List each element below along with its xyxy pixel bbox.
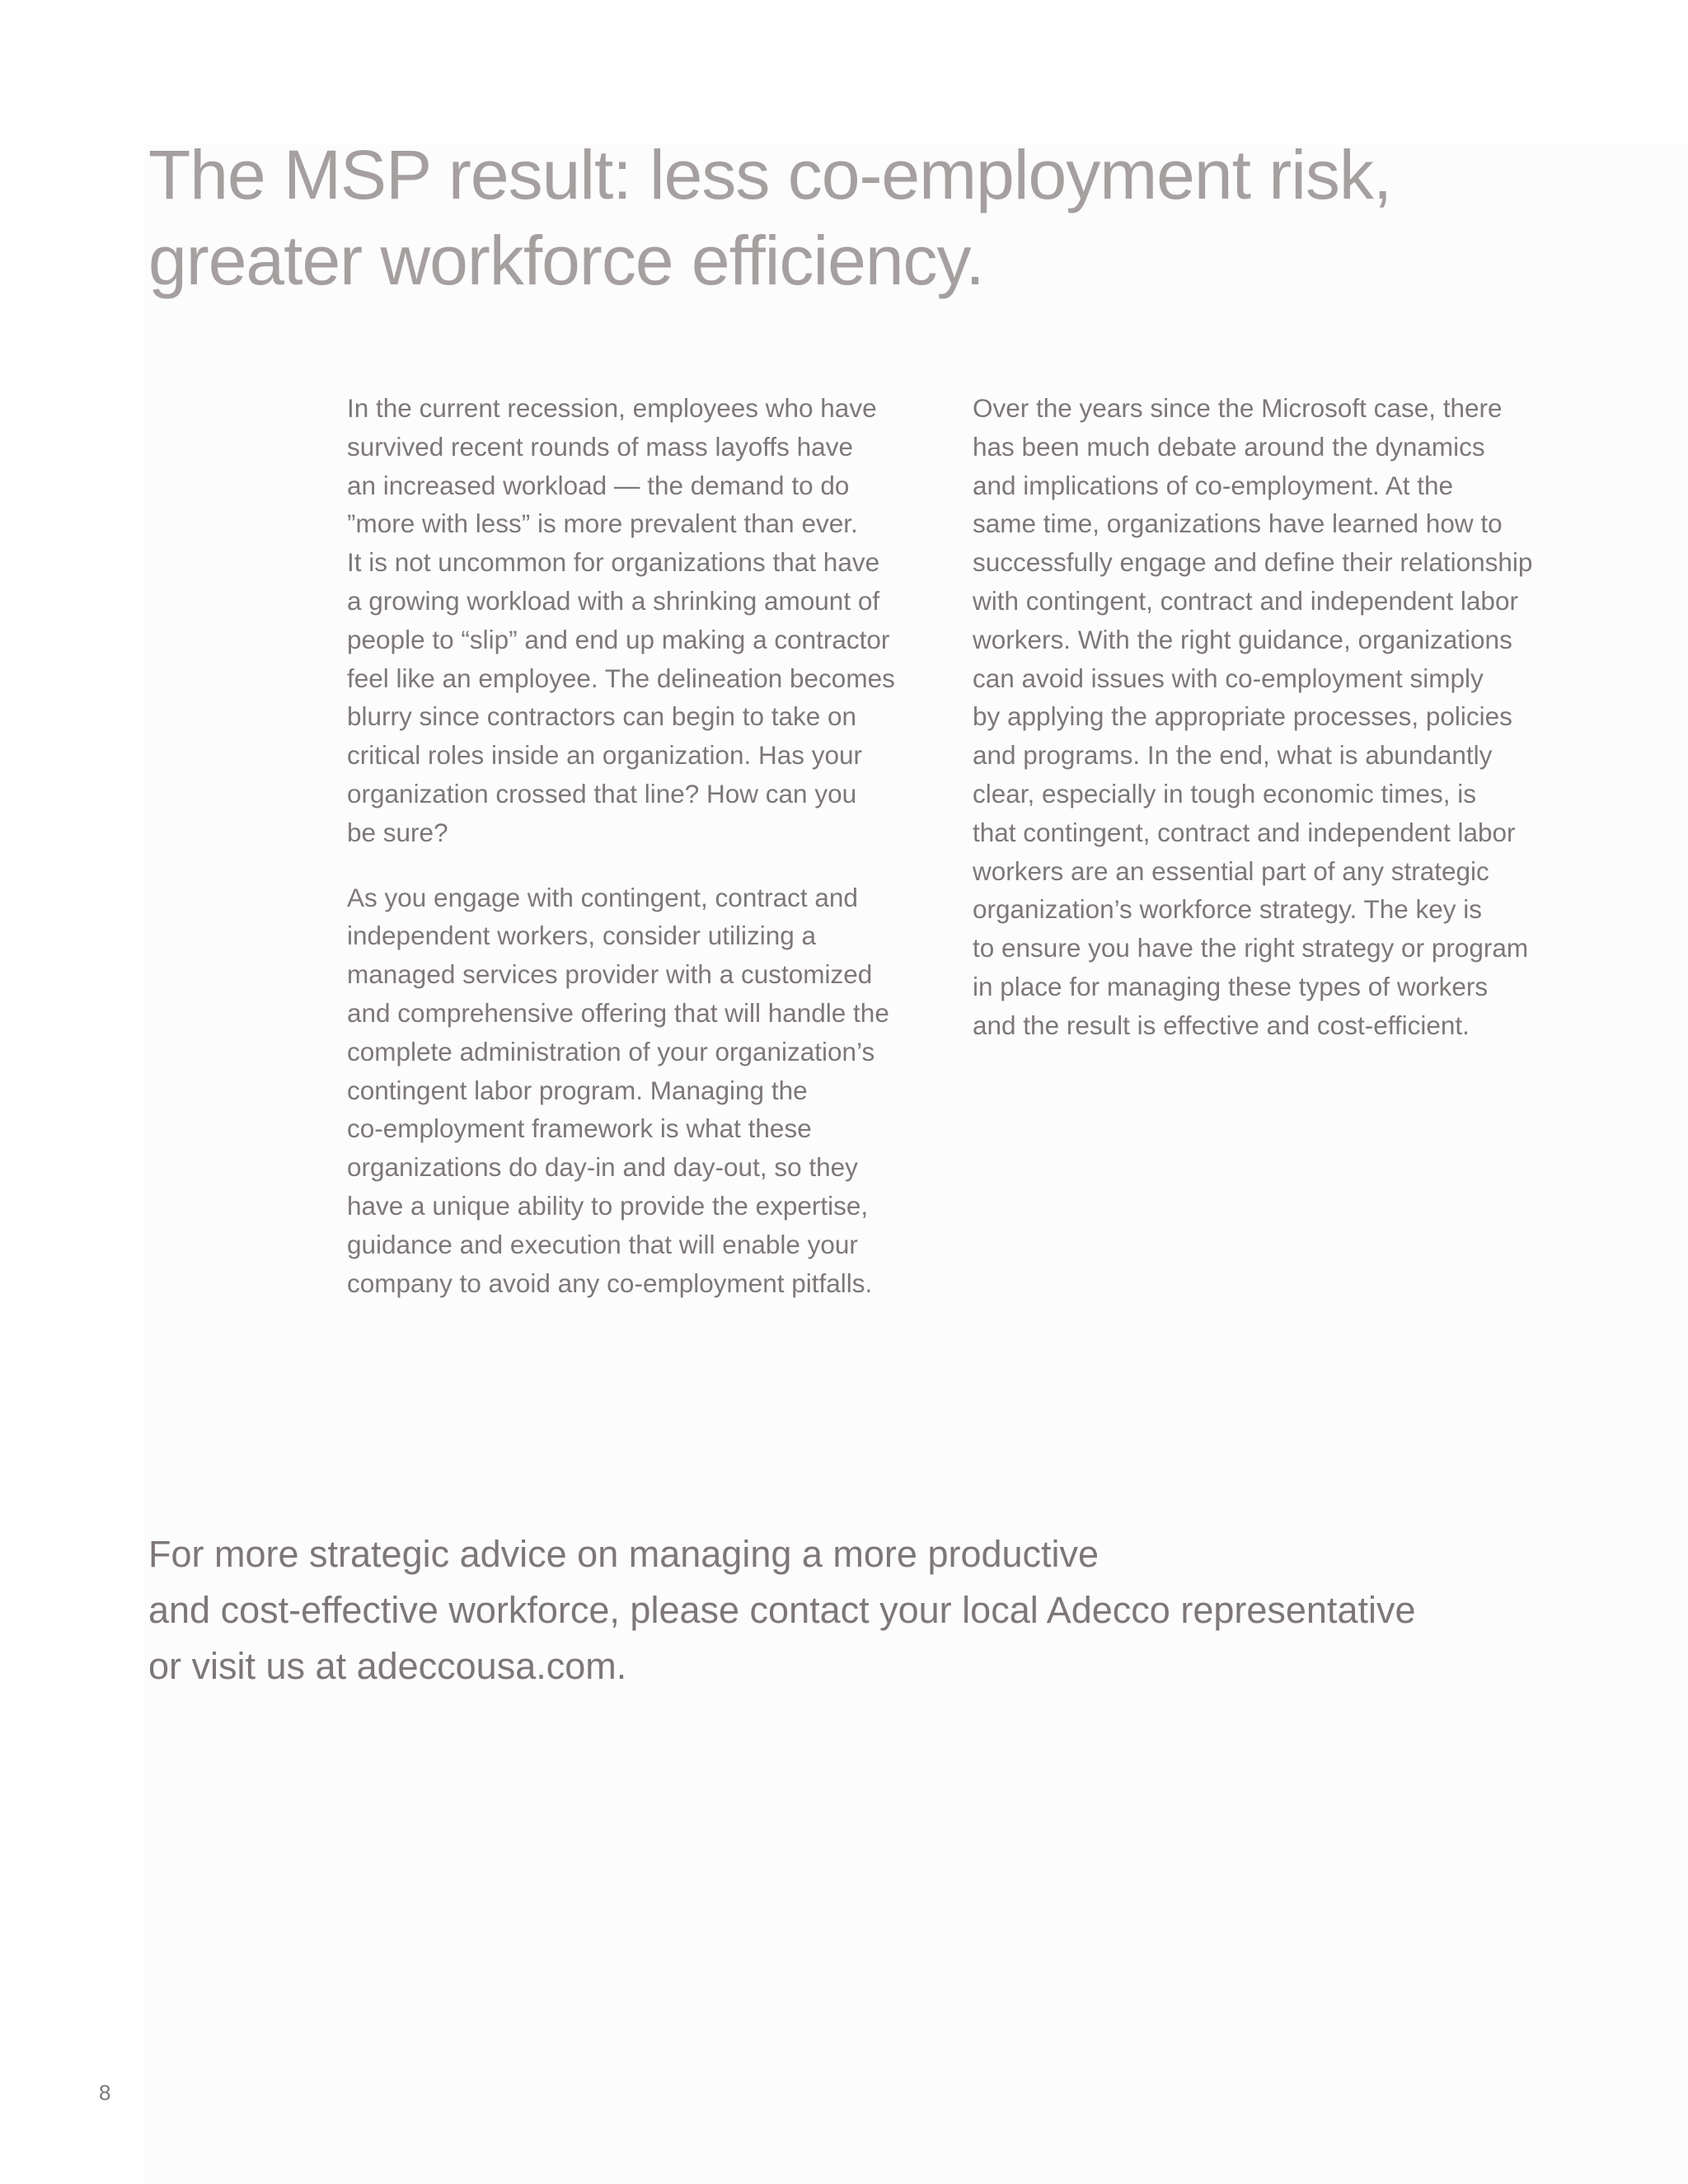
right-column-paragraph-1: Over the years since the Microsoft case, there has been much debate around the dynamics and implications of co-employment. At the same time, organizations have learned how to successfully engage and define their relationship with contingent, contract and independent labor workers. With the right guidance, organizations can avoid issues with co-employment simply by applying the appropriate processes, policies and programs. In the end, what is abundantly clear, especially in tough economic times, is that contingent, contract and independent labor workers are an essential part of any strategic organization’s workforce strategy. The key is to ensure you have the right strategy or program in place for managing these types of workers and the result is effective and cost-efficient. bbox=[973, 393, 1533, 1040]
page-number: 8 bbox=[99, 2080, 111, 2105]
left-column bbox=[347, 389, 924, 1302]
left-column-paragraph-2: As you engage with contingent, contract and independent workers, consider utilizing a managed services provider with a customized and comprehensive offering that will handle the complete administration of your organization’s contingent labor program. Managing the co-employment framework is what these organizations do day-in and day-out, so they have a unique ability to provide the expertise, guidance and execution that will enable your company to avoid any co-employment pitfalls. bbox=[347, 882, 889, 1298]
page-title: The MSP result: less co-employment risk, greater workforce efficiency. bbox=[148, 136, 1392, 299]
closing-call-to-action: For more strategic advice on managing a more productive and cost-effective workforce, please contact your local Adecco representative or visit us at adeccousa.com. bbox=[148, 1533, 1416, 1687]
right-column bbox=[973, 389, 1550, 1045]
left-column-paragraph-1: In the current recession, employees who have survived recent rounds of mass layoffs have an increased workload — the demand to do ”more with less” is more prevalent than ever. It is not uncommon for organizations that have a growing workload with a shrinking amount of people to “slip” and end up making a contractor feel like an employee. The delineation becomes blurry since contractors can begin to take on critical roles inside an organization. Has your organization crossed that line? How can you be sure? bbox=[347, 393, 895, 847]
